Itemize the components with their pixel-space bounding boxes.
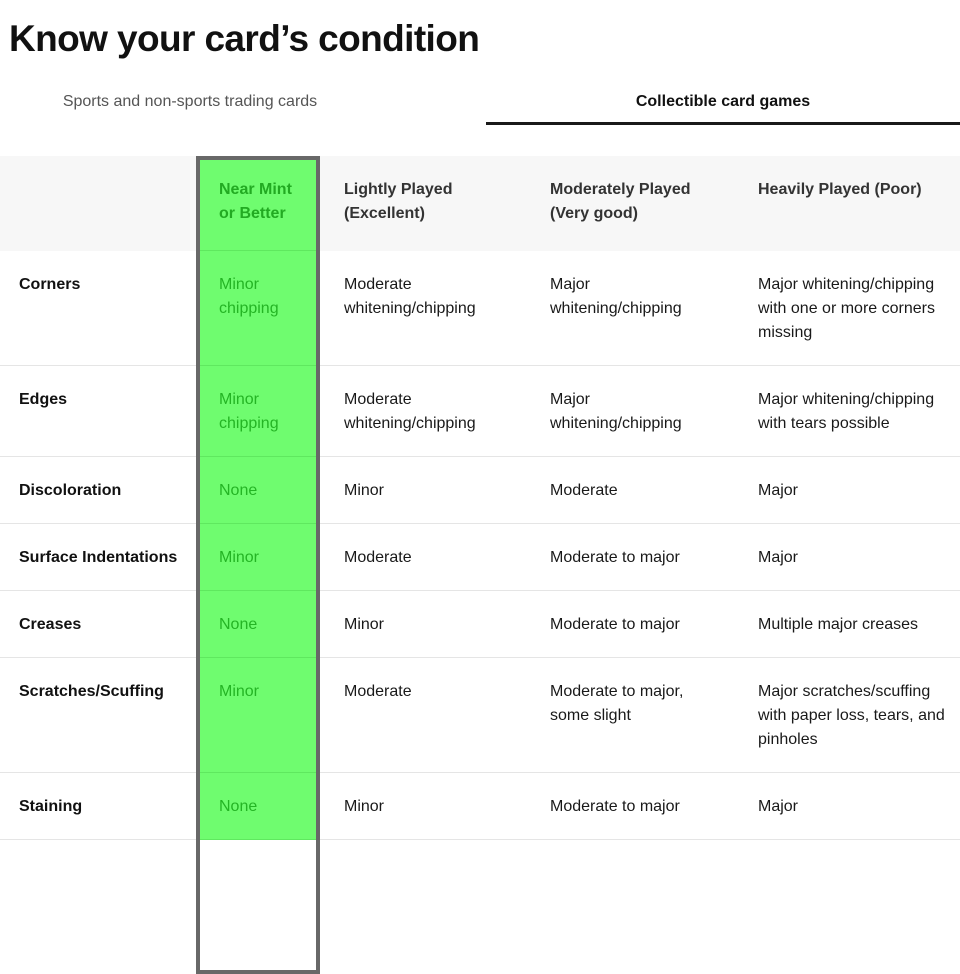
cell-lightly-played: Minor bbox=[316, 590, 522, 657]
table-header-row bbox=[0, 156, 960, 251]
row-label: Staining bbox=[0, 772, 198, 839]
header-heavily-played: Heavily Played (Poor) bbox=[730, 156, 960, 251]
table-row-discoloration bbox=[0, 456, 960, 523]
row-label: Corners bbox=[0, 251, 198, 366]
cell-heavily-played: Major bbox=[730, 523, 960, 590]
header-lightly-played: Lightly Played (Excellent) bbox=[316, 156, 522, 251]
table-row-creases bbox=[0, 590, 960, 657]
page-title: Know your card’s condition bbox=[9, 18, 480, 59]
table-row-surface-indentations bbox=[0, 523, 960, 590]
active-tab-underline bbox=[486, 122, 960, 125]
cell-moderately-played: Moderate to major bbox=[522, 523, 730, 590]
cell-moderately-played: Moderate to major, some slight bbox=[522, 657, 730, 772]
cell-lightly-played: Moderate bbox=[316, 523, 522, 590]
cell-near-mint: Minor chipping bbox=[198, 251, 316, 366]
cell-lightly-played: Moderate whitening/chipping bbox=[316, 251, 522, 366]
cell-near-mint: Minor bbox=[198, 657, 316, 772]
cell-lightly-played: Moderate bbox=[316, 657, 522, 772]
cell-heavily-played: Multiple major creases bbox=[730, 590, 960, 657]
table-row-corners bbox=[0, 251, 960, 366]
cell-near-mint: None bbox=[198, 772, 316, 839]
cell-moderately-played: Major whitening/chipping bbox=[522, 365, 730, 456]
row-label: Creases bbox=[0, 590, 198, 657]
condition-table bbox=[0, 156, 960, 840]
tab-collectible-card-games[interactable]: Collectible card games bbox=[635, 93, 811, 110]
cell-heavily-played: Major bbox=[730, 772, 960, 839]
condition-table-container bbox=[0, 156, 960, 958]
cell-heavily-played: Major scratches/scuffing with paper loss, tears, and pinholes bbox=[730, 657, 960, 772]
cell-moderately-played: Moderate to major bbox=[522, 772, 730, 839]
row-label: Discoloration bbox=[0, 456, 198, 523]
cell-lightly-played: Minor bbox=[316, 456, 522, 523]
cell-near-mint: None bbox=[198, 456, 316, 523]
header-moderately-played: Moderately Played (Very good) bbox=[522, 156, 730, 251]
condition-tabs bbox=[0, 78, 960, 126]
table-row-scratches-scuffing bbox=[0, 657, 960, 772]
row-label: Surface Indentations bbox=[0, 523, 198, 590]
tab-sports-trading-cards[interactable]: Sports and non-sports trading cards bbox=[62, 93, 318, 110]
cell-moderately-played: Major whitening/chipping bbox=[522, 251, 730, 366]
row-label: Edges bbox=[0, 365, 198, 456]
header-empty-cell bbox=[0, 156, 198, 251]
cell-lightly-played: Minor bbox=[316, 772, 522, 839]
cell-near-mint: Minor chipping bbox=[198, 365, 316, 456]
table-row-edges bbox=[0, 365, 960, 456]
header-near-mint: Near Mint or Better bbox=[198, 156, 316, 251]
cell-heavily-played: Major whitening/chipping with one or more corners missing bbox=[730, 251, 960, 366]
cell-heavily-played: Major bbox=[730, 456, 960, 523]
cell-moderately-played: Moderate bbox=[522, 456, 730, 523]
cell-lightly-played: Moderate whitening/chipping bbox=[316, 365, 522, 456]
cell-heavily-played: Major whitening/chipping with tears possible bbox=[730, 365, 960, 456]
cell-near-mint: None bbox=[198, 590, 316, 657]
row-label: Scratches/Scuffing bbox=[0, 657, 198, 772]
cell-moderately-played: Moderate to major bbox=[522, 590, 730, 657]
table-row-staining bbox=[0, 772, 960, 839]
cell-near-mint: Minor bbox=[198, 523, 316, 590]
